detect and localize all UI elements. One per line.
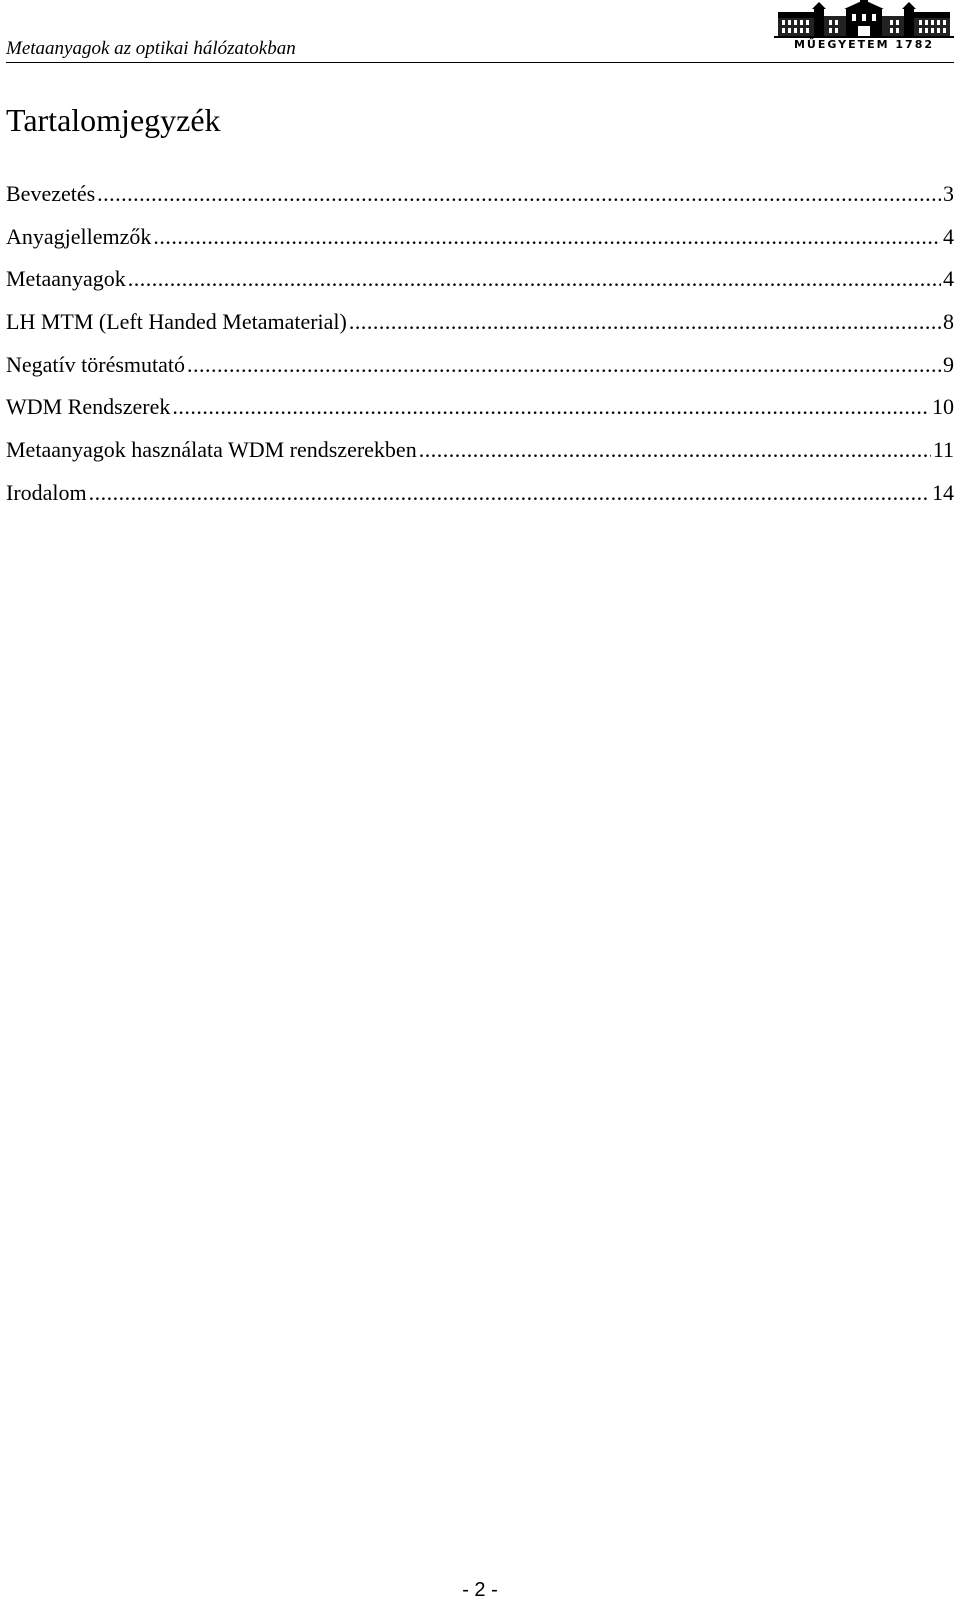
toc-entry-page: 11 — [932, 437, 954, 463]
table-of-contents — [6, 179, 954, 521]
toc-entry-page: 4 — [943, 223, 954, 249]
toc-entry-title: Metaanyagok használata WDM rendszerekben — [6, 437, 417, 463]
toc-entry-title: WDM Rendszerek — [6, 394, 171, 420]
toc-entry[interactable] — [6, 222, 954, 265]
logo-caption: MŰEGYETEM 1782 — [793, 38, 935, 51]
toc-entry[interactable] — [6, 392, 954, 435]
toc-entry-title: Anyagjellemzők — [6, 223, 152, 249]
page-header — [6, 0, 954, 63]
toc-entry-page: 14 — [932, 479, 954, 505]
toc-entry-page: 9 — [943, 351, 954, 377]
dot-leader — [172, 392, 930, 422]
dot-leader — [89, 478, 930, 508]
dot-leader — [153, 222, 941, 252]
toc-entry[interactable] — [6, 264, 954, 307]
toc-entry-page: 3 — [943, 181, 954, 206]
dot-leader — [419, 435, 931, 465]
building-logo-graphic — [774, 0, 954, 40]
toc-heading: Tartalomjegyzék — [6, 102, 221, 138]
dot-leader — [128, 264, 941, 294]
dot-leader — [349, 307, 941, 337]
dot-leader — [187, 350, 941, 380]
toc-entry-page: 8 — [943, 309, 954, 335]
university-logo — [774, 0, 954, 58]
toc-entry[interactable] — [6, 478, 954, 521]
toc-entry-title: Irodalom — [6, 479, 87, 505]
toc-entry-title: LH MTM (Left Handed Metamaterial) — [6, 309, 347, 335]
toc-entry-title: Metaanyagok — [6, 266, 126, 292]
header-title: Metaanyagok az optikai hálózatokban — [6, 38, 296, 59]
toc-entry[interactable] — [6, 350, 954, 393]
toc-entry[interactable] — [6, 179, 954, 222]
toc-entry-title: Bevezetés — [6, 181, 96, 206]
toc-entry-page: 4 — [943, 266, 954, 292]
page-number: - 2 - — [462, 1579, 498, 1601]
toc-entry[interactable] — [6, 307, 954, 350]
toc-entry-page: 10 — [932, 394, 954, 420]
dot-leader — [97, 179, 941, 209]
toc-entry[interactable] — [6, 435, 954, 478]
toc-entry-title: Negatív törésmutató — [6, 351, 186, 377]
